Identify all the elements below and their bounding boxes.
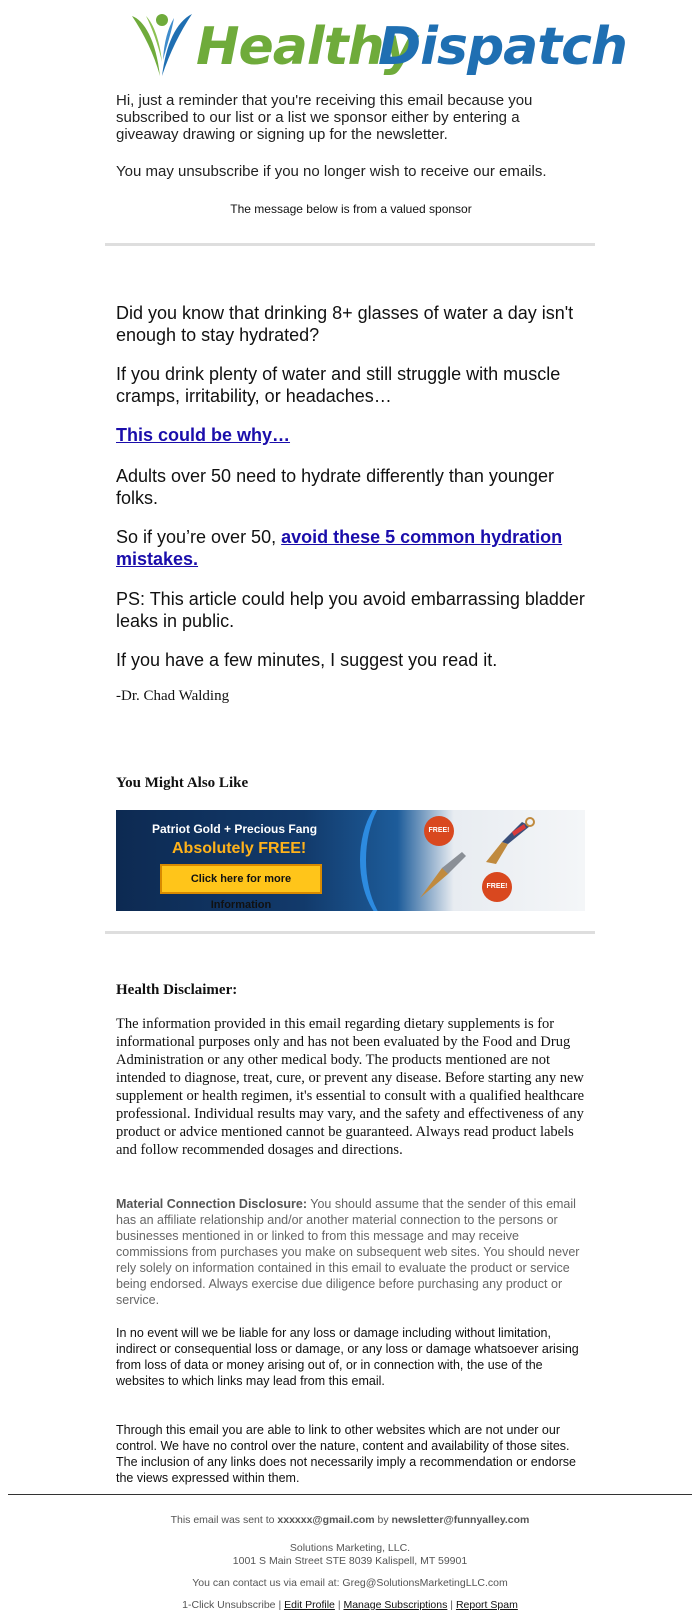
free-badge: FREE! xyxy=(482,872,512,902)
message-paragraph-6: If you have a few minutes, I suggest you read it. xyxy=(116,650,498,670)
material-disclosure xyxy=(116,1196,586,1308)
separator: | xyxy=(450,1599,454,1611)
footer-divider xyxy=(8,1494,692,1495)
sponsor-note: The message below is from a valued sponsor xyxy=(230,202,472,216)
disclaimer-body: The information provided in this email regarding dietary supplements is for informational purposes only and has not been evaluated by the Food and Drug Administration or any other medical body. The products mentioned are not intended to diagnose, treat, cure, or prevent any disease. Before starting any new supplement or health regimen, it's essential to consult with a qualified healthcare professional. Individual results may vary, and the safety and effectiveness of any product or advice mentioned cannot be guaranteed. Always read product labels and follow recommended dosages and directions. xyxy=(116,1016,585,1158)
message-paragraph-4 xyxy=(116,526,586,570)
this-could-be-why-link[interactable]: This could be why… xyxy=(116,425,291,445)
message-paragraph-4-text: So if you’re over 50, xyxy=(116,527,277,547)
external-links-paragraph: Through this email you are able to link to other websites which are not under our control. We have no control over the nature, content and availability of those sites. The inclusion of any links does not necessarily imply a recommendation or endorse the views expressed within them. xyxy=(116,1423,576,1485)
footer-links xyxy=(0,1599,700,1612)
recipient-email: xxxxxx@gmail.com xyxy=(277,1514,375,1526)
also-like-title: You Might Also Like xyxy=(116,775,249,791)
sender-email: newsletter@funnyalley.com xyxy=(391,1514,530,1526)
footer-company: Solutions Marketing, LLC. xyxy=(289,1542,411,1554)
one-click-unsubscribe[interactable]: 1-Click Unsubscribe xyxy=(182,1599,276,1611)
manage-subscriptions-link[interactable]: Manage Subscriptions xyxy=(343,1599,448,1611)
footer-contact: You can contact us via email at: Greg@SolutionsMarketingLLC.com xyxy=(192,1577,508,1589)
separator: | xyxy=(337,1599,341,1611)
promo-banner[interactable] xyxy=(116,810,585,911)
brand-logo xyxy=(126,6,627,88)
logo-word-dispatch: Dispatch xyxy=(378,17,627,77)
sent-prefix: This email was sent to xyxy=(170,1514,275,1526)
separator: | xyxy=(278,1599,282,1611)
message-paragraph-1: Did you know that drinking 8+ glasses of water a day isn't enough to stay hydrated? xyxy=(116,303,574,345)
free-badge: FREE! xyxy=(424,816,454,846)
message-paragraph-3: Adults over 50 need to hydrate differently than younger folks. xyxy=(116,466,554,508)
knife-icon xyxy=(412,846,472,906)
intro-paragraph: Hi, just a reminder that you're receiving this email because you subscribed to our list or a list we sponsor either by entering a giveaway drawing or signing up for the newsletter. xyxy=(116,92,533,143)
divider xyxy=(105,931,595,934)
message-link-paragraph xyxy=(116,424,586,446)
material-disclosure-text: You should assume that the sender of this email has an affiliate relationship and/or another material connection to the persons or businesses mentioned in or linked to from this message and may receive commissions from purchases you make on subsequent web sites. You should never rely solely on information contained in this email to evaluate the product or service being endorsed. Always exercise due diligence before purchasing any product or service. xyxy=(116,1197,580,1307)
signature: -Dr. Chad Walding xyxy=(116,688,230,704)
message-paragraph-2: If you drink plenty of water and still struggle with muscle cramps, irritability, or headaches… xyxy=(116,364,561,406)
footer-address: 1001 S Main Street STE 8039 Kalispell, MT 59901 xyxy=(232,1555,468,1567)
footer-sent-to xyxy=(0,1514,700,1527)
sent-by: by xyxy=(377,1514,389,1526)
banner-more-info-button[interactable]: Click here for more Information xyxy=(160,864,322,894)
material-disclosure-label: Material Connection Disclosure: xyxy=(116,1197,308,1211)
divider xyxy=(105,243,595,246)
banner-line-2: Absolutely FREE! xyxy=(172,840,307,857)
hydration-mistakes-link[interactable]: avoid these 5 common hydration mistakes. xyxy=(116,527,563,569)
unsubscribe-note: You may unsubscribe if you no longer wish to receive our emails. xyxy=(116,163,547,180)
logo-word-healthy: Healthy xyxy=(196,17,417,77)
leaf-v-icon xyxy=(126,10,198,82)
edit-profile-link[interactable]: Edit Profile xyxy=(284,1599,335,1611)
report-spam-link[interactable]: Report Spam xyxy=(455,1599,518,1611)
banner-line-1: Patriot Gold + Precious Fang xyxy=(152,822,318,836)
flag-knife-icon xyxy=(478,814,538,870)
message-paragraph-5: PS: This article could help you avoid embarrassing bladder leaks in public. xyxy=(116,589,585,631)
disclaimer-title: Health Disclaimer: xyxy=(116,982,238,998)
liability-paragraph: In no event will we be liable for any loss or damage including without limitation, indirect or consequential loss or damage, or any loss or damage whatsoever arising from loss of data or money arising out of, or in connection with, the use of the websites to which links may lead from this email. xyxy=(116,1326,579,1388)
